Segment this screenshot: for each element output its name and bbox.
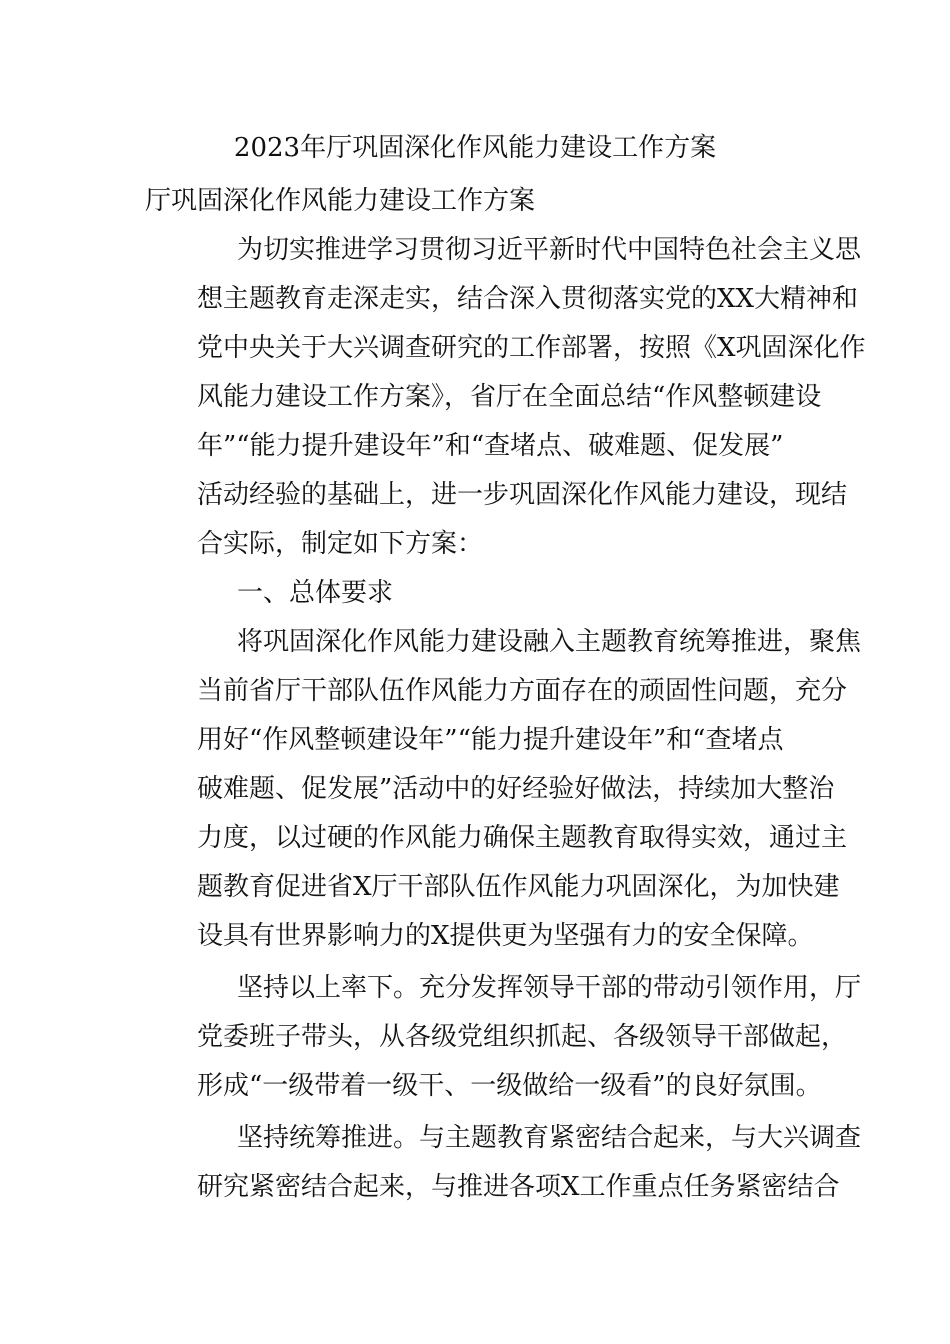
paragraph-requirements <box>145 618 862 961</box>
text-line: 当前省厅干部队伍作风能力方面存在的顽固性问题，充分 <box>197 676 848 706</box>
text-line: 想主题教育走深走实，结合深入贯彻落实党的XX大精神和 <box>197 284 859 314</box>
text-line: 党委班子带头，从各级党组织抓起、各级领导干部做起， <box>197 1022 848 1052</box>
text-line: 研究紧密结合起来，与推进各项X工作重点任务紧密结合 <box>197 1172 840 1202</box>
document-body <box>145 226 866 1212</box>
text-line: 形成“一级带着一级干、一级做给一级看”的良好氛围。 <box>197 1071 822 1101</box>
text-line: 为切实推进学习贯彻习近平新时代中国特色社会主义思 <box>237 235 862 265</box>
document-title: 2023年厅巩固深化作风能力建设工作方案 <box>233 133 717 163</box>
text-line: 将巩固深化作风能力建设融入主题教育统筹推进，聚焦 <box>237 627 862 657</box>
text-line: 力度，以过硬的作风能力确保主题教育取得实效，通过主 <box>197 823 848 853</box>
text-line: 一、总体要求 <box>237 578 394 608</box>
text-line: 合实际，制定如下方案： <box>197 529 484 559</box>
document-subtitle: 厅巩固深化作风能力建设工作方案 <box>145 186 536 216</box>
text-line: 用好“作风整顿建设年”“能力提升建设年”和“查堵点 <box>197 725 784 755</box>
text-line: 坚持以上率下。充分发挥领导干部的带动引领作用，厅 <box>237 973 862 1003</box>
text-line: 设具有世界影响力的X提供更为坚强有力的安全保障。 <box>197 921 814 951</box>
text-line: 年”“能力提升建设年”和“查堵点、破难题、促发展” <box>197 431 784 461</box>
paragraph-leadership <box>145 964 862 1111</box>
text-line: 党中央关于大兴调查研究的工作部署，按照《X巩固深化作 <box>197 333 866 363</box>
text-line: 破难题、促发展”活动中的好经验好做法，持续加大整治 <box>197 774 835 804</box>
section-heading <box>145 569 809 618</box>
paragraph-intro <box>145 226 866 569</box>
text-line: 题教育促进省X厅干部队伍作风能力巩固深化，为加快建 <box>197 872 840 902</box>
text-line: 风能力建设工作方案》，省厅在全面总结“作风整顿建设 <box>197 382 822 412</box>
text-line: 坚持统筹推进。与主题教育紧密结合起来，与大兴调查 <box>237 1123 862 1153</box>
text-line: 活动经验的基础上，进一步巩固深化作风能力建设，现结 <box>197 480 848 510</box>
paragraph-coordination <box>145 1114 862 1212</box>
